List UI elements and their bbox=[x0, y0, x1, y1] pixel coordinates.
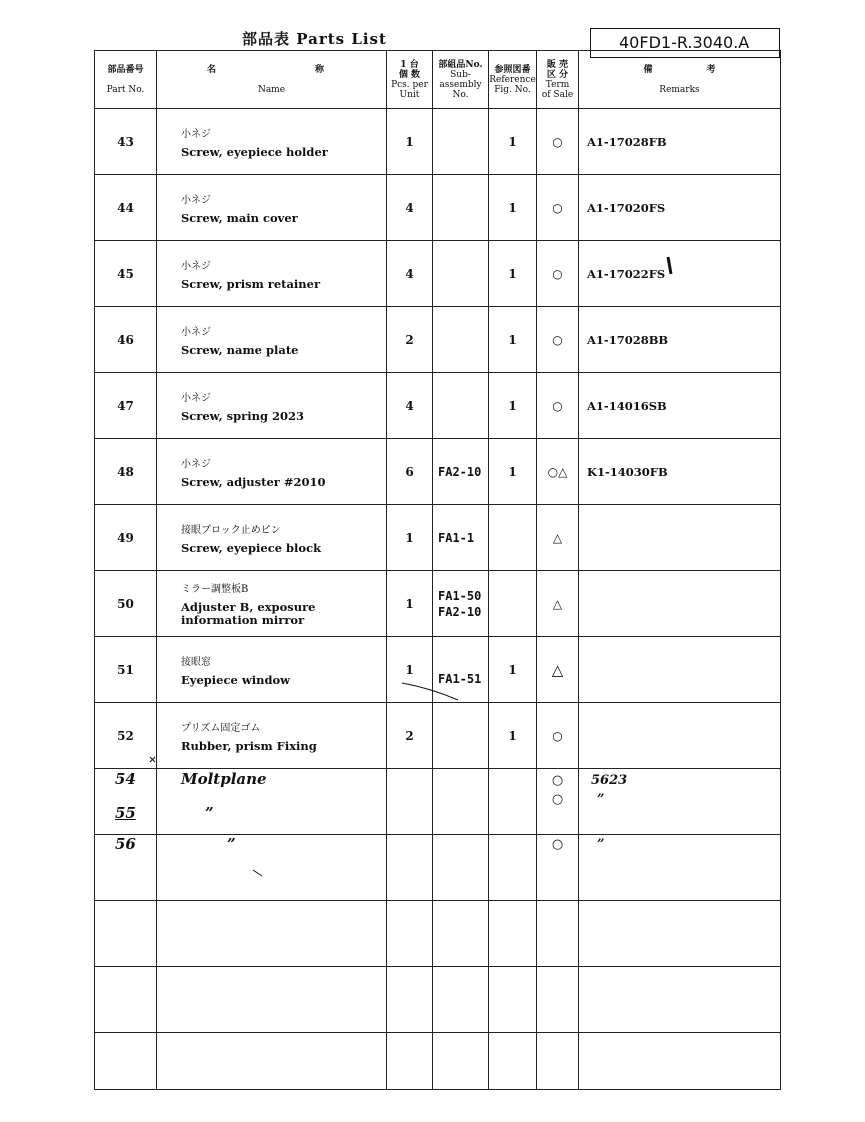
empty-cell bbox=[489, 835, 537, 901]
pcs-per-unit: 1 bbox=[387, 571, 433, 637]
remarks bbox=[579, 637, 781, 703]
part-no: 45 bbox=[95, 241, 157, 307]
part-name: 小ネジ Screw, spring 2023 bbox=[157, 373, 387, 439]
table-row bbox=[95, 439, 781, 505]
remarks: A1-14016SB bbox=[579, 373, 781, 439]
handwritten-remarks: 5623 ” bbox=[579, 769, 781, 835]
subassembly-no bbox=[433, 241, 489, 307]
pcs-per-unit: 4 bbox=[387, 241, 433, 307]
reference-fig bbox=[489, 571, 537, 637]
part-no: 52 bbox=[95, 703, 157, 769]
remarks: A1-17028BB bbox=[579, 307, 781, 373]
part-no: 50 bbox=[95, 571, 157, 637]
empty-cell bbox=[433, 835, 489, 901]
table-row bbox=[95, 307, 781, 373]
handwritten-name: ” bbox=[157, 835, 387, 901]
subassembly-no: FA2-10 bbox=[433, 439, 489, 505]
subassembly-no bbox=[433, 307, 489, 373]
term-of-sale: ○ bbox=[537, 241, 579, 307]
table-row bbox=[95, 373, 781, 439]
reference-fig: 1 bbox=[489, 439, 537, 505]
part-no: 48 bbox=[95, 439, 157, 505]
remarks: A1-17022FS bbox=[579, 241, 781, 307]
table-row bbox=[95, 175, 781, 241]
part-name: プリズム固定ゴム Rubber, prism Fixing bbox=[157, 703, 387, 769]
col-subassembly: 部組品No. Sub- assembly No. bbox=[433, 51, 489, 109]
table-row bbox=[95, 109, 781, 175]
pcs-per-unit: 4 bbox=[387, 175, 433, 241]
col-term: 販 売 区 分 Term of Sale bbox=[537, 51, 579, 109]
pcs-per-unit: 1 bbox=[387, 109, 433, 175]
empty-row bbox=[95, 1033, 781, 1090]
part-no: 43 bbox=[95, 109, 157, 175]
reference-fig bbox=[489, 505, 537, 571]
reference-fig: 1 bbox=[489, 109, 537, 175]
part-no: 44 bbox=[95, 175, 157, 241]
table-row bbox=[95, 703, 781, 769]
empty-cell bbox=[433, 769, 489, 835]
col-name: 名 称 Name bbox=[157, 51, 387, 109]
term-of-sale: ○ bbox=[537, 703, 579, 769]
subassembly-no: FA1-1 bbox=[433, 505, 489, 571]
page-title: 部品表 Parts List bbox=[242, 30, 387, 48]
reference-fig: 1 bbox=[489, 241, 537, 307]
empty-row bbox=[95, 967, 781, 1033]
term-of-sale: △ bbox=[537, 571, 579, 637]
pcs-per-unit: 4 bbox=[387, 373, 433, 439]
term-of-sale: ○ bbox=[537, 373, 579, 439]
handwritten-term: ○ bbox=[537, 835, 579, 901]
part-name: 小ネジ Screw, name plate bbox=[157, 307, 387, 373]
table-row bbox=[95, 241, 781, 307]
term-of-sale: △ bbox=[537, 505, 579, 571]
pcs-per-unit: 1 bbox=[387, 637, 433, 703]
table-row bbox=[95, 571, 781, 637]
part-name: 小ネジ Screw, prism retainer bbox=[157, 241, 387, 307]
header-row bbox=[95, 51, 781, 109]
empty-cell bbox=[387, 769, 433, 835]
term-of-sale: ○△ bbox=[537, 439, 579, 505]
term-of-sale: △ bbox=[537, 637, 579, 703]
reference-fig: 1 bbox=[489, 307, 537, 373]
term-of-sale: ○ bbox=[537, 175, 579, 241]
term-of-sale: ○ bbox=[537, 109, 579, 175]
part-no: 49 bbox=[95, 505, 157, 571]
col-remarks: 備 考 Remarks bbox=[579, 51, 781, 109]
part-name: 小ネジ Screw, eyepiece holder bbox=[157, 109, 387, 175]
remarks: A1-17028FB bbox=[579, 109, 781, 175]
remarks: K1-14030FB bbox=[579, 439, 781, 505]
handwritten-row bbox=[95, 835, 781, 901]
remarks bbox=[579, 505, 781, 571]
remarks: A1-17020FS bbox=[579, 175, 781, 241]
part-name: 接眼ブロック止めピン Screw, eyepiece block bbox=[157, 505, 387, 571]
subassembly-no: FA1-50 FA2-10 bbox=[433, 571, 489, 637]
subassembly-no bbox=[433, 703, 489, 769]
remarks bbox=[579, 703, 781, 769]
remarks bbox=[579, 571, 781, 637]
handwritten-row bbox=[95, 769, 781, 835]
subassembly-no bbox=[433, 175, 489, 241]
part-name: 小ネジ Screw, adjuster #2010 bbox=[157, 439, 387, 505]
table-row bbox=[95, 637, 781, 703]
document-number: 40FD1-R.3040.A bbox=[590, 28, 780, 58]
empty-row bbox=[95, 901, 781, 967]
col-pcs: 1 台 個 数 Pcs. per Unit bbox=[387, 51, 433, 109]
term-of-sale: ○ bbox=[537, 307, 579, 373]
empty-cell bbox=[387, 835, 433, 901]
handwritten-remarks: ” bbox=[579, 835, 781, 901]
subassembly-no bbox=[433, 373, 489, 439]
part-name: 小ネジ Screw, main cover bbox=[157, 175, 387, 241]
pcs-per-unit: 2 bbox=[387, 703, 433, 769]
part-no: 51 bbox=[95, 637, 157, 703]
handwritten-term: ○ ○ bbox=[537, 769, 579, 835]
handwritten-part-no: 54 55 bbox=[95, 769, 157, 835]
col-part-no: 部品番号 Part No. bbox=[95, 51, 157, 109]
parts-table bbox=[94, 50, 781, 1090]
table-row bbox=[95, 505, 781, 571]
part-no: 47 bbox=[95, 373, 157, 439]
empty-cell bbox=[489, 769, 537, 835]
reference-fig: 1 bbox=[489, 637, 537, 703]
pcs-per-unit: 2 bbox=[387, 307, 433, 373]
reference-fig: 1 bbox=[489, 703, 537, 769]
part-name: ミラー調整板B Adjuster B, exposure information mirror bbox=[157, 571, 387, 637]
pcs-per-unit: 1 bbox=[387, 505, 433, 571]
part-name: 接眼窓 Eyepiece window bbox=[157, 637, 387, 703]
reference-fig: 1 bbox=[489, 175, 537, 241]
handwritten-name: Moltplane ” bbox=[157, 769, 387, 835]
pcs-per-unit: 6 bbox=[387, 439, 433, 505]
col-reference: 参照図番 Reference Fig. No. bbox=[489, 51, 537, 109]
part-no: 46 bbox=[95, 307, 157, 373]
subassembly-no bbox=[433, 109, 489, 175]
subassembly-no: FA1-51 bbox=[433, 637, 489, 703]
reference-fig: 1 bbox=[489, 373, 537, 439]
handwritten-part-no: 56 bbox=[95, 835, 157, 901]
